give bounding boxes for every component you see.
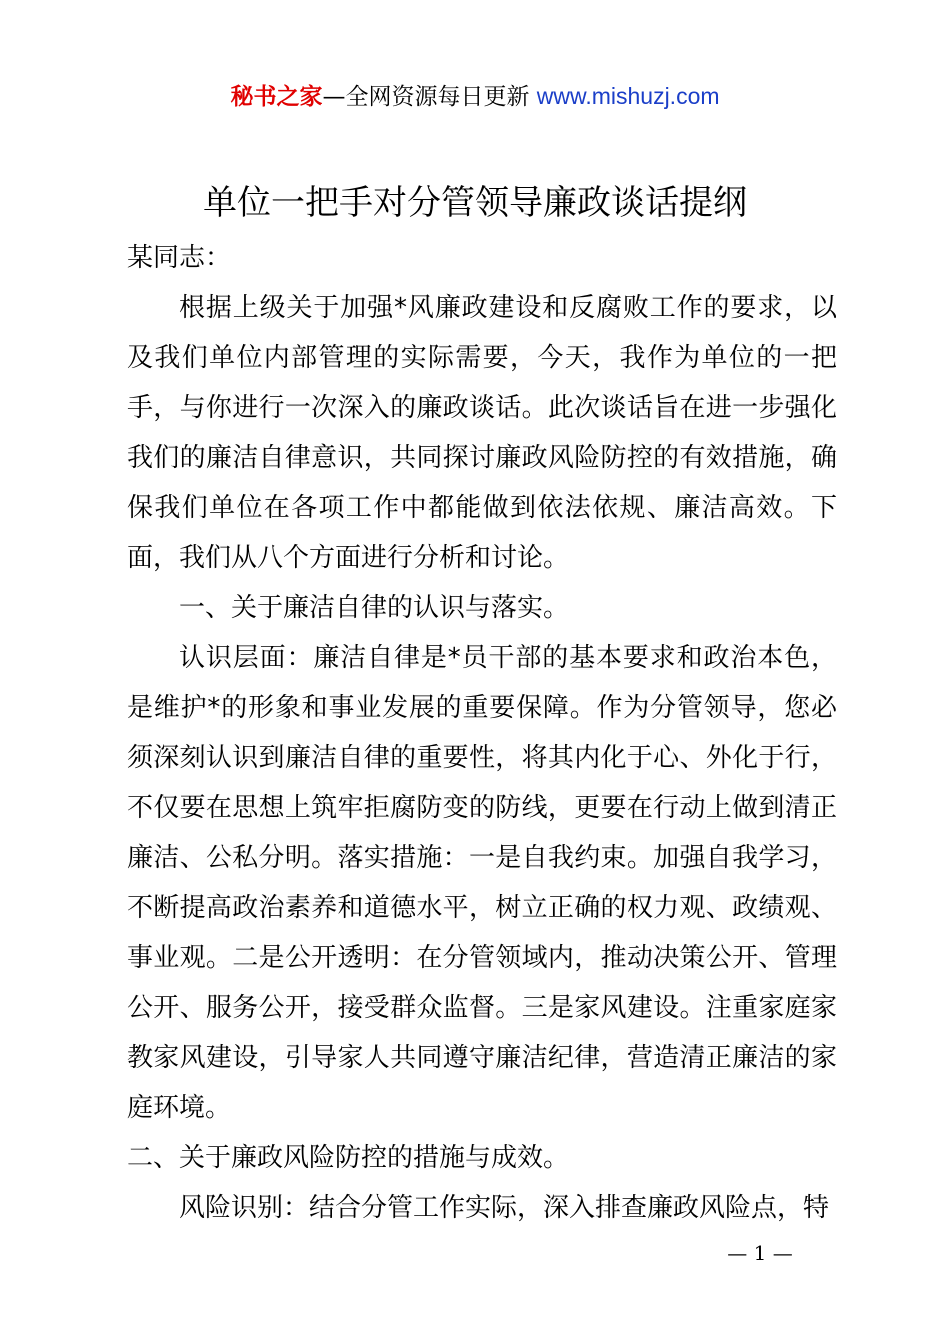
paragraph-intro: 根据上级关于加强*风廉政建设和反腐败工作的要求，以及我们单位内部管理的实际需要，今天，我作为单位的一把手，与你进行一次深入的廉政谈话。此次谈话旨在进一步强化我们的廉洁自律意识，共同探讨廉政风险防控的有效措施，确保我们单位在各项工作中都能做到依法依规、廉洁高效。下面，我们从八个方面进行分析和讨论。 — [127, 293, 837, 573]
paragraph-section-2: 风险识别：结合分管工作实际，深入排查廉政风险点，特 — [179, 1193, 830, 1223]
document-title: 单位一把手对分管领导廉政谈话提纲 — [203, 183, 747, 223]
salutation: 某同志： — [127, 243, 232, 273]
site-header — [0, 80, 950, 113]
brand-name: 秘书之家 — [230, 84, 323, 110]
section-heading-1: 一、关于廉洁自律的认识与落实。 — [179, 593, 570, 623]
section-heading-2: 二、关于廉政风险防控的措施与成效。 — [127, 1143, 570, 1173]
site-url-link[interactable]: www.mishuzj.com — [536, 83, 720, 109]
page-number: — 1 — — [727, 1241, 793, 1265]
header-tagline: —全网资源每日更新 — [322, 84, 530, 110]
paragraph-section-1: 认识层面：廉洁自律是*员干部的基本要求和政治本色，是维护*的形象和事业发展的重要保障。作为分管领导，您必须深刻认识到廉洁自律的重要性，将其内化于心、外化于行，不仅要在思想上筑牢拒腐防变的防线，更要在行动上做到清正廉洁、公私分明。落实措施：一是自我约束。加强自我学习，不断提高政治素养和道德水平，树立正确的权力观、政绩观、事业观。二是公开透明：在分管领域内，推动决策公开、管理公开、服务公开，接受群众监督。三是家风建设。注重家庭家教家风建设，引导家人共同遵守廉洁纪律，营造清正廉洁的家庭环境。 — [127, 643, 837, 1123]
document-body — [127, 233, 837, 1233]
